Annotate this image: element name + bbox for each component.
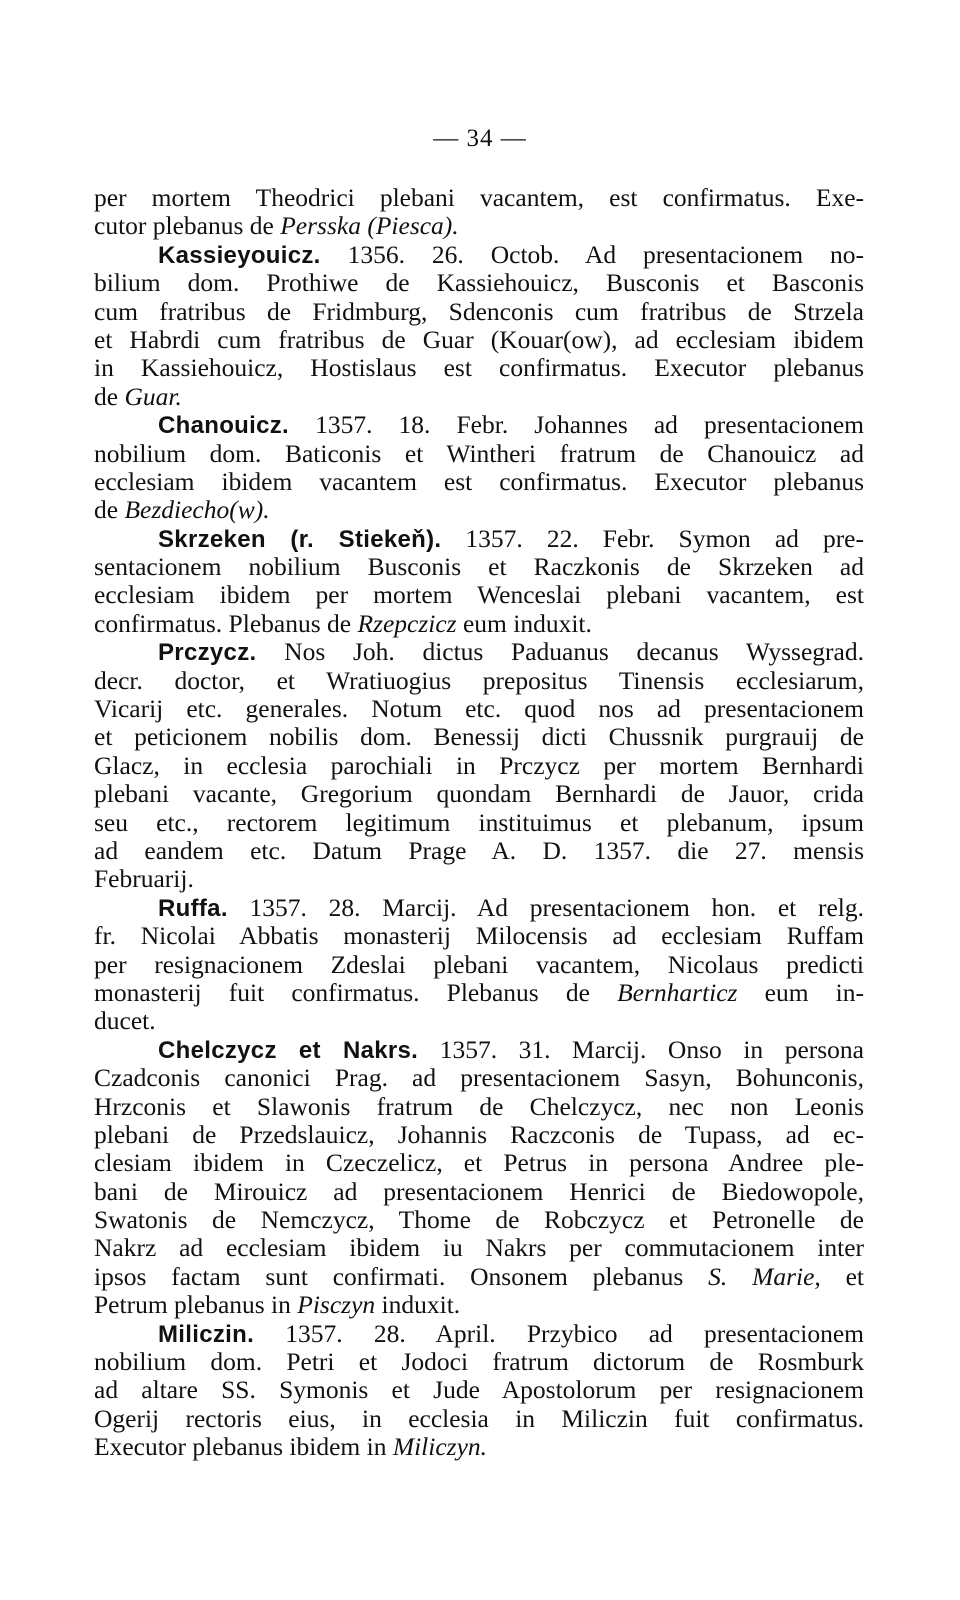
text-segment: clesiam ibidem in Czeczelicz, et Petrus in persona Andree ple- bbox=[94, 1148, 864, 1178]
entry-headword: Ruffa. bbox=[158, 894, 228, 922]
text-segment: ecclesiam ibidem per mortem Wenceslai plebani vacantem, est bbox=[94, 580, 864, 610]
entry-first-line bbox=[94, 411, 864, 439]
text-segment: 1357. 28. Marcij. Ad presentacionem hon. et relg. bbox=[227, 892, 864, 922]
text-line bbox=[94, 440, 864, 468]
entry-first-line bbox=[94, 1036, 864, 1064]
text-line bbox=[94, 1263, 864, 1291]
text-segment: ad altare SS. Symonis et Jude Apostolorum per resignacionem bbox=[94, 1375, 864, 1405]
text-body bbox=[94, 184, 864, 1462]
text-line bbox=[94, 951, 864, 979]
text-line bbox=[94, 1376, 864, 1404]
text-line bbox=[94, 184, 864, 212]
text-segment: monasterij fuit confirmatus. Plebanus de bbox=[94, 977, 618, 1007]
text-segment: cum fratribus de Fridmburg, Sdenconis cum fratribus de Strzela bbox=[94, 296, 864, 326]
text-segment: nobilium dom. Petri et Jodoci fratrum dictorum de Rosmburk bbox=[94, 1347, 864, 1377]
text-line bbox=[94, 468, 864, 496]
text-segment: plebani vacante, Gregorium quondam Bernhardi de Jauor, crida bbox=[94, 779, 864, 809]
entry-first-line bbox=[94, 638, 864, 666]
italic-place-name: Bezdiecho(w). bbox=[124, 495, 270, 525]
text-segment: Hrzconis et Slawonis fratrum de Chelczycz, nec non Leonis bbox=[94, 1091, 864, 1121]
text-segment: in Kassiehouicz, Hostislaus est confirmatus. Executor plebanus bbox=[94, 353, 864, 383]
text-line bbox=[94, 326, 864, 354]
text-line bbox=[94, 752, 864, 780]
text-segment: Nos Joh. dictus Paduanus decanus Wyssegrad. bbox=[256, 637, 864, 667]
text-line bbox=[94, 979, 864, 1007]
entry-headword: Miliczin. bbox=[158, 1320, 255, 1348]
text-line bbox=[94, 922, 864, 950]
entry-first-line bbox=[94, 241, 864, 269]
text-line bbox=[94, 1291, 864, 1319]
text-line bbox=[94, 837, 864, 865]
text-segment: 1357. 18. Febr. Johannes ad presentacionem bbox=[289, 410, 864, 440]
italic-place-name: Bernharticz bbox=[617, 977, 738, 1007]
text-line bbox=[94, 269, 864, 297]
text-line bbox=[94, 1007, 864, 1035]
text-line bbox=[94, 1348, 864, 1376]
text-line bbox=[94, 581, 864, 609]
text-line bbox=[94, 1121, 864, 1149]
text-line bbox=[94, 383, 864, 411]
text-line bbox=[94, 610, 864, 638]
text-line bbox=[94, 1178, 864, 1206]
text-segment: sentacionem nobilium Busconis et Raczkonis de Skrzeken ad bbox=[94, 552, 864, 582]
text-segment: 1357. 28. April. Przybico ad presentacionem bbox=[254, 1318, 864, 1348]
text-segment: Nakrz ad ecclesiam ibidem iu Nakrs per commutacionem inter bbox=[94, 1233, 864, 1263]
page-number: — 34 — bbox=[433, 125, 527, 152]
text-segment: induxit. bbox=[375, 1290, 461, 1320]
text-line bbox=[94, 1433, 864, 1461]
text-segment: de bbox=[94, 381, 125, 411]
entry-first-line bbox=[94, 894, 864, 922]
text-segment: Ogerij rectoris eius, in ecclesia in Miliczin fuit confirmatus. bbox=[94, 1403, 864, 1433]
text-segment: per resignacionem Zdeslai plebani vacantem, Nicolaus predicti bbox=[94, 949, 864, 979]
text-segment: et Habrdi cum fratribus de Guar (Kouar(ow), ad ecclesiam ibidem bbox=[94, 324, 864, 354]
text-segment: decr. doctor, et Wratiuogius prepositus Tinensis ecclesiarum, bbox=[94, 665, 864, 695]
text-segment: nobilium dom. Baticonis et Wintheri fratrum de Chanouicz ad bbox=[94, 438, 864, 468]
text-segment: eum induxit. bbox=[456, 608, 592, 638]
italic-place-name: Persska (Piesca). bbox=[280, 211, 459, 241]
italic-place-name: Pisczyn bbox=[297, 1290, 376, 1320]
text-line bbox=[94, 780, 864, 808]
entry-headword: Prczycz. bbox=[158, 639, 257, 667]
text-line bbox=[94, 1064, 864, 1092]
text-segment: ipsos factam sunt confirmati. Onsonem plebanus bbox=[94, 1261, 709, 1291]
text-segment: ad eandem etc. Datum Prage A. D. 1357. die 27. mensis bbox=[94, 835, 864, 865]
text-segment: bani de Mirouicz ad presentacionem Henrici de Biedowopole, bbox=[94, 1176, 864, 1206]
italic-place-name: Guar. bbox=[124, 381, 182, 411]
text-line bbox=[94, 1149, 864, 1177]
text-segment: eum in- bbox=[737, 977, 864, 1007]
text-segment: et peticionem nobilis dom. Benessij dicti Chussnik purgrauij de bbox=[94, 722, 864, 752]
text-line bbox=[94, 723, 864, 751]
text-segment: per mortem Theodrici plebani vacantem, est confirmatus. Exe- bbox=[94, 183, 864, 212]
text-line bbox=[94, 695, 864, 723]
text-segment: Glacz, in ecclesia parochiali in Prczycz per mortem Bernhardi bbox=[94, 750, 864, 780]
text-segment: 1357. 22. Febr. Symon ad pre- bbox=[441, 523, 864, 553]
text-segment: confirmatus. Plebanus de bbox=[94, 608, 358, 638]
entry-headword: Skrzeken (r. Stiekeň). bbox=[158, 525, 442, 553]
text-line bbox=[94, 496, 864, 524]
text-segment: 1357. 31. Marcij. Onso in persona bbox=[418, 1034, 864, 1064]
text-segment: plebani de Przedslauicz, Johannis Raczconis de Tupass, ad ec- bbox=[94, 1119, 864, 1149]
text-line bbox=[94, 1405, 864, 1433]
text-segment: seu etc., rectorem legitimum instituimus et plebanum, ipsum bbox=[94, 807, 864, 837]
text-line bbox=[94, 298, 864, 326]
text-segment: Czadconis canonici Prag. ad presentacionem Sasyn, Bohunconis, bbox=[94, 1063, 864, 1093]
italic-place-name: Miliczyn. bbox=[392, 1432, 488, 1462]
text-segment: Petrum plebanus in bbox=[94, 1290, 298, 1320]
text-segment: Swatonis de Nemczycz, Thome de Robczycz et Petronelle de bbox=[94, 1205, 864, 1235]
text-segment: Executor plebanus ibidem in bbox=[94, 1432, 393, 1462]
text-line bbox=[94, 212, 864, 240]
entry-headword: Kassieyouicz. bbox=[158, 241, 321, 269]
entry-first-line bbox=[94, 525, 864, 553]
text-line bbox=[94, 667, 864, 695]
text-line bbox=[94, 1206, 864, 1234]
italic-place-name: Rzepczicz bbox=[357, 608, 457, 638]
entry-headword: Chanouicz. bbox=[158, 412, 290, 440]
text-segment: fr. Nicolai Abbatis monasterij Milocensis ad ecclesiam Ruffam bbox=[94, 921, 864, 951]
entry-headword: Chelczycz et Nakrs. bbox=[158, 1036, 419, 1064]
text-line bbox=[94, 809, 864, 837]
text-segment: et bbox=[820, 1261, 864, 1291]
text-line bbox=[94, 354, 864, 382]
text-segment: ducet. bbox=[94, 1006, 156, 1036]
text-segment: ecclesiam ibidem vacantem est confirmatus. Executor plebanus bbox=[94, 466, 864, 496]
text-line bbox=[94, 865, 864, 893]
italic-place-name: S. Marie, bbox=[708, 1261, 821, 1291]
text-line bbox=[94, 1234, 864, 1262]
text-segment: cutor plebanus de bbox=[94, 211, 281, 241]
text-line bbox=[94, 1093, 864, 1121]
entry-first-line bbox=[94, 1320, 864, 1348]
text-segment: de bbox=[94, 495, 125, 525]
text-segment: Vicarij etc. generales. Notum etc. quod nos ad presentacionem bbox=[94, 694, 864, 724]
text-segment: Februarij. bbox=[94, 864, 194, 894]
text-segment: 1356. 26. Octob. Ad presentacionem no- bbox=[320, 239, 864, 269]
text-segment: bilium dom. Prothiwe de Kassiehouicz, Busconis et Basconis bbox=[94, 268, 864, 298]
text-line bbox=[94, 553, 864, 581]
